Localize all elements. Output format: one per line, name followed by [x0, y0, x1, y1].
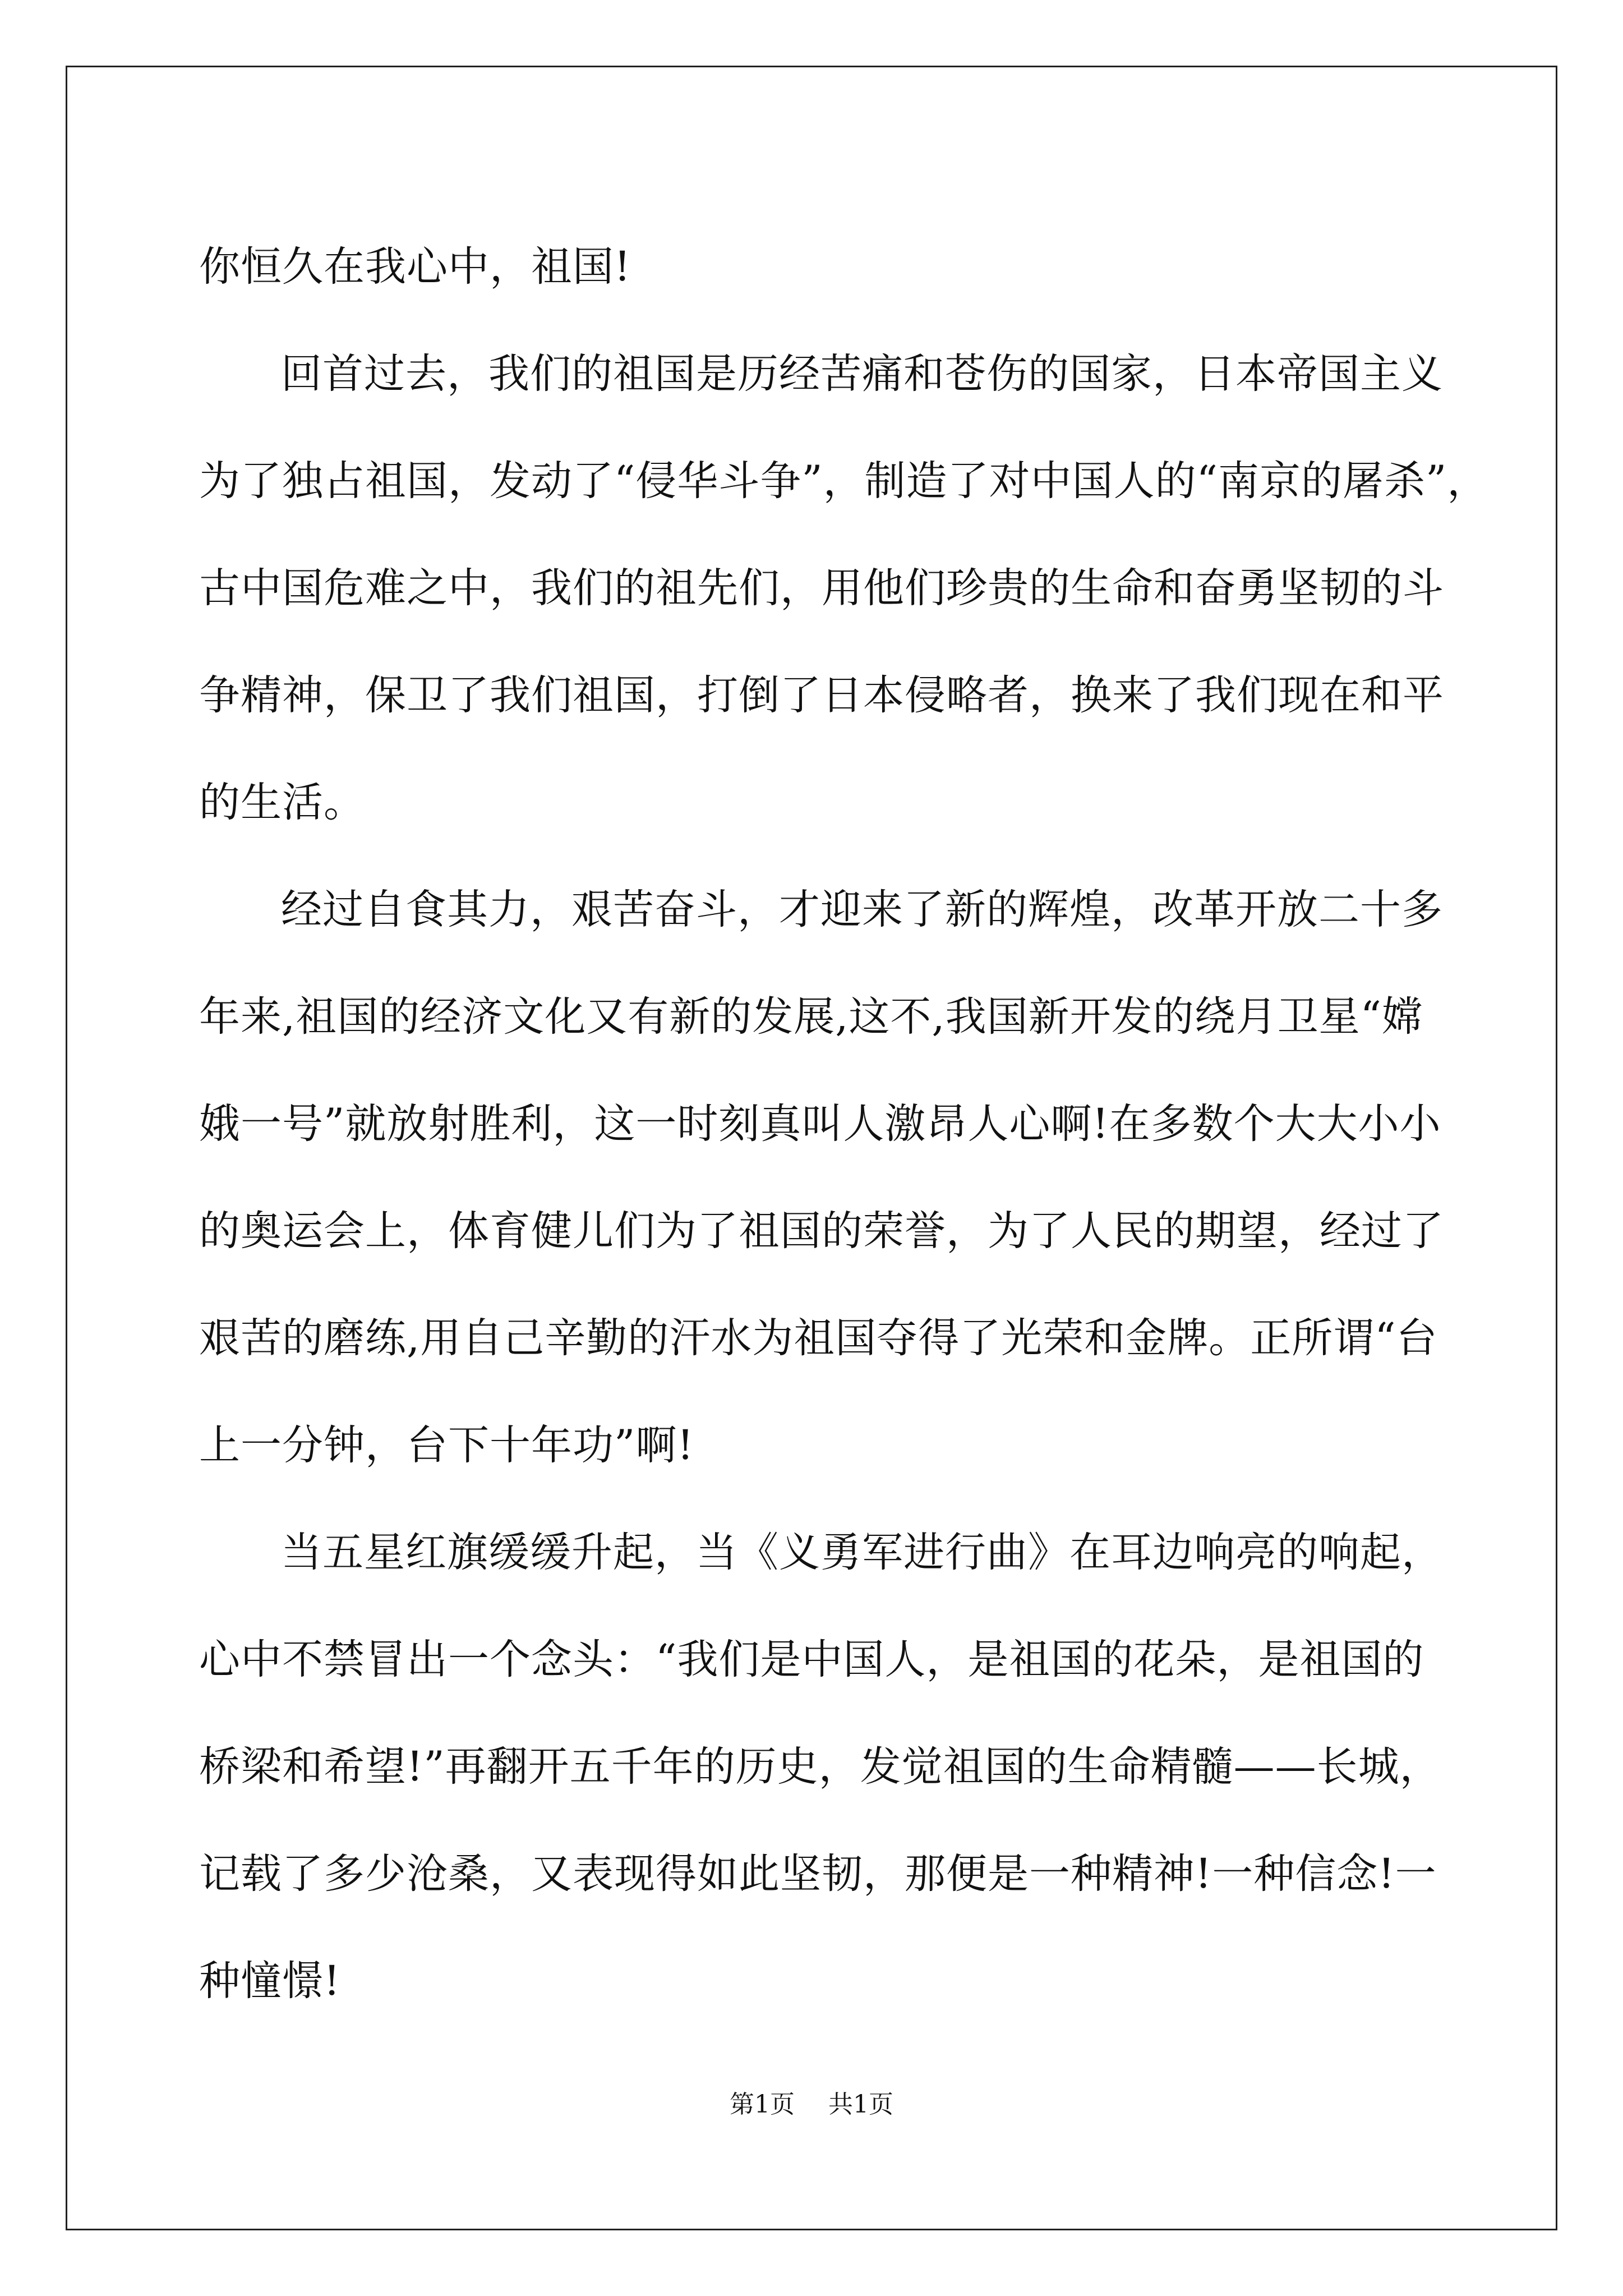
- document-body: [199, 213, 1489, 2035]
- text-line: 艰苦的磨练,用自己辛勤的汗水为祖国夺得了光荣和金牌。正所谓“台: [199, 1314, 1438, 1362]
- page-number-current: 第1页: [730, 2090, 795, 2119]
- text-line: 上一分钟，台下十年功”啊!: [199, 1421, 694, 1469]
- text-line: 的奥运会上，体育健儿们为了祖国的荣誉，为了人民的期望，经过了: [199, 1207, 1444, 1255]
- page-footer: [0, 2088, 1623, 2122]
- text-line: 心中不禁冒出一个念头：“我们是中国人，是祖国的花朵，是祖国的: [199, 1636, 1424, 1683]
- text-line: 为了独占祖国，发动了“侵华斗争”，制造了对中国人的“南京的屠杀”，: [199, 457, 1489, 505]
- text-line: 经过自食其力，艰苦奋斗，才迎来了新的辉煌，改革开放二十多: [281, 886, 1443, 933]
- text-line: 回首过去，我们的祖国是历经苦痛和苍伤的国家，日本帝国主义: [281, 350, 1443, 398]
- text-line: 的生活。: [199, 779, 365, 826]
- text-line: 古中国危难之中，我们的祖先们，用他们珍贵的生命和奋勇坚韧的斗: [199, 564, 1444, 612]
- text-line: 当五星红旗缓缓升起，当《义勇军进行曲》在耳边响亮的响起，: [281, 1529, 1443, 1576]
- text-line: 年来,祖国的经济文化又有新的发展,这不,我国新开发的绕月卫星“嫦: [199, 993, 1423, 1041]
- text-line: 种憧憬!: [199, 1957, 341, 2005]
- text-line: 争精神，保卫了我们祖国，打倒了日本侵略者，换来了我们现在和平: [199, 671, 1444, 719]
- text-line: 娥一号”就放射胜利，这一时刻真叫人激昂人心啊!在多数个大大小小: [199, 1100, 1441, 1148]
- text-line: 桥梁和希望!”再翻开五千年的历史，发觉祖国的生命精髓——长城，: [199, 1743, 1441, 1791]
- page-number-total: 共1页: [828, 2090, 893, 2119]
- text-line: 你恒久在我心中，祖国!: [199, 243, 631, 291]
- text-line: 记载了多少沧桑，又表现得如此坚韧，那便是一种精神!一种信念!一: [199, 1850, 1437, 1898]
